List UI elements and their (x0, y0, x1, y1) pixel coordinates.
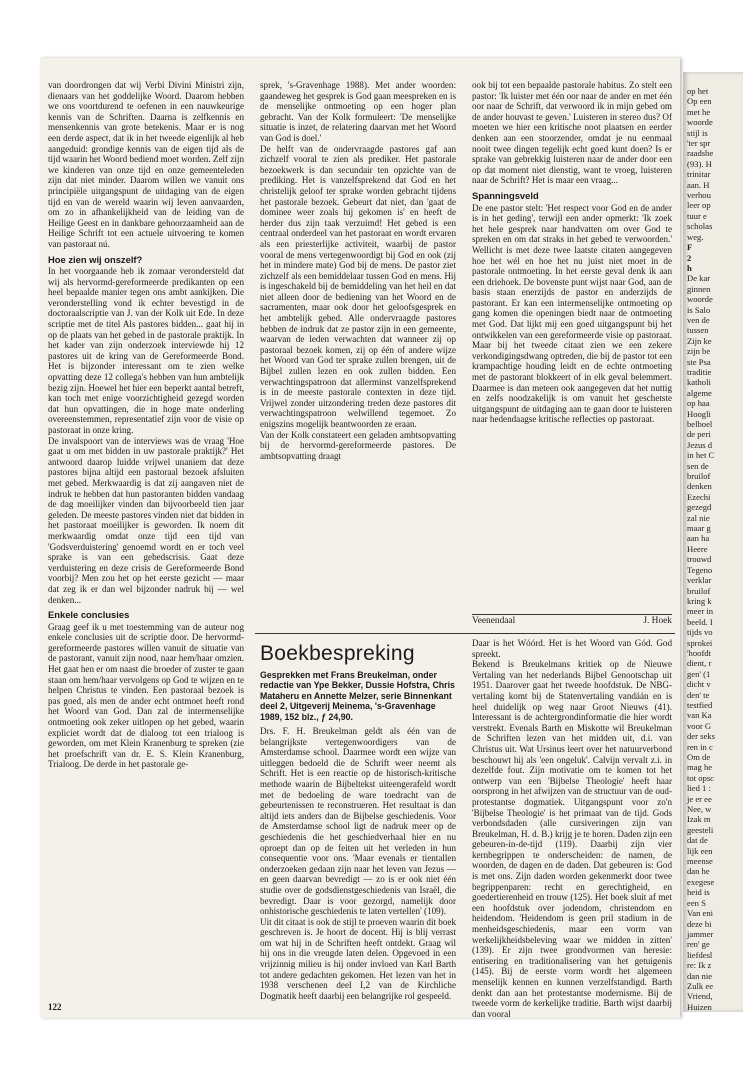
fragment-line: F (687, 242, 693, 253)
fragment-line: tussen (687, 325, 709, 336)
fragment-line: Ezechi (687, 491, 711, 502)
fragment-line: Huizen (687, 1001, 712, 1012)
magazine-page (40, 58, 680, 1018)
fragment-line: aan. H (687, 179, 710, 190)
review-heading: Boekbespreking (260, 642, 415, 665)
fragment-line: voor G (687, 720, 712, 731)
fragment-line: algeme (687, 387, 712, 398)
fragment-line: (93). H (687, 158, 712, 169)
fragment-line: Heere (687, 543, 708, 554)
fragment-line: dat de (687, 835, 708, 846)
fragment-line: traditie (687, 366, 712, 377)
fragment-line: ginnen (687, 283, 711, 294)
fragment-line: Om de (687, 752, 711, 762)
fragment-line: 'ter spr (687, 138, 711, 149)
article-signature (472, 614, 672, 626)
fragment-line: Zulk ee (687, 980, 714, 991)
fragment-line: bruilof (687, 471, 711, 482)
next-page-text (687, 86, 739, 1012)
review-column-left (260, 726, 456, 1000)
fragment-line: tuur e (687, 210, 707, 221)
fragment-line: stijl is (687, 127, 708, 138)
paragraph: van doordrongen dat wij Verbi Divini Ministri zijn, dienaars van het goddelijke Woord. Daarom hebben we ons voortdurend te oefenen in een nauwkeurige kennis van de Schriften. Daarna is zelfkennis en mensenkennis van grote betekenis. Maar er is nog een derde aspect, dat ik in het tweede eigenlijk al heb aangeduid: grondige kennis van de eigen tijd als de tijd waarin het Woord bediend moet worden. Zelf zijn we kinderen van onze tijd en onze gemeenteleden zijn dat niet minder. Daarom willen we vanuit ons principiële uitgangspunt de uitdaging van de eigen tijd en van de wereld waarin wij leven aanvaarden, om zo in afhankelijkheid van de leiding van de Heilige Geest en in dankbare gehoorzaamheid aan de Heilige Schrift tot een actuele uitvoering te komen van pastoraat nú. (48, 80, 244, 249)
fragment-line: geesteli (687, 824, 714, 835)
fragment-line: jammer (687, 928, 714, 939)
fragment-line: mag he (687, 762, 713, 773)
fragment-line: dan he (687, 866, 710, 877)
fragment-line: 2 (687, 252, 692, 263)
paragraph: Bekend is Breukelmans kritiek op de Nieuwe Vertaling van het nederlands Bijbel Genootschap uit 1951. Daarover gaat het tweede hoofdstuk. De NBG-vertaling komt bij de Statenvertaling vandáán en is heel duidelijk op weg naar Groot Nieuws (41). Interessant is de achtergrondinformatie die hier wordt verstrekt. Evenals Barth en Miskotte wil Breukelman de Schriften lezen van het midden uit, d.i. van Christus uit. Wat Ursinus leert over het natuurverbond beschouwt hij als 'een ongeluk'. Calvijn vervalt z.i. in dezelfde fout. Zijn motivatie om te komen tot het ontwerp van een 'Bijbelse Theologie' heeft haar oorsprong in het afwijzen van de structuur van de oud-protestantse dogmatiek. Uitgangspunt voor zo'n 'Bijbelse Theologie' is het primaat van de tijd. Gods verbondsdaden (alle cursiveringen zijn van Breukelman, H. d. B.) krijg je te horen. Daden zijn een gebeuren-in-de-tijd (119). Daarbij zijn vier kernbegrippen te onderscheiden: de namen, de woorden, de dagen en de daden. Dat gebeuren is: God is met ons. Zijn daden worden gekenmerkt door twee begrippenparen: recht en gerechtigheid, en goedertierenheid en trouw (125). Het boek sluit af met een hoofdstuk over jodendom, christendom en heidendom. 'Heidendom is geen pril stadium in de menheidsgeschiedenis, maar een vorm van werkelijkheidsbeleving waar we midden in zitten' (139). Er zijn twee grondvormen van heresie: entisering en traditionalisering van het getuigenis (145). Bij de eerste vorm wordt het algemeen menselijk kennen en kunnen verzelfstandigd. Barth denkt dan aan het protestantse modernisme. Bij de tweede vorm de kerkelijke traditie. Barth wijst daarbij dan vooral (472, 659, 672, 1019)
fragment-line: dan nie (687, 970, 713, 981)
fragment-line: Van eni (687, 908, 714, 919)
fragment-line: meer in (687, 606, 714, 617)
fragment-line: trinitar (687, 169, 711, 180)
fragment-line: Vriend, (687, 991, 713, 1002)
fragment-line: Nee, w (687, 804, 712, 815)
fragment-line: re: Ik z (687, 960, 712, 971)
fragment-line: weg. (687, 231, 704, 242)
fragment-line: de peri (687, 429, 711, 440)
next-page-edge (683, 72, 743, 1012)
paragraph: Drs. F. H. Breukelman geldt als één van de belangrijkste vertegenwoordigers van de Amsterdamse school. Daarmee wordt een wijze van uitleggen bedoeld die de Schrift weer neemt als Schrift. Het is een reactie op de historisch-kritische methode waarin de Bijbeltekst uiteengerafeld wordt met de bedoeling de ware toedracht van de gebeurtenissen te reconstrueren. Het resultaat is dan altijd iets anders dan de Bijbelse geschiedenis. Voor de Amsterdamse school ligt de nadruk meer op de geschiedenis die het geschiedverhaal hier en nu oproept dan op de feiten uit het verleden in hun consequentie voor ons. 'Maar evenals er tientallen onderzoeken gedaan zijn naar het leven van Jezus — en geen daarvan bevredigt — zo is er ook niet één studie over de godsdienstgeschiedenis van Israël, die bevredigt. Daar is voor gezorgd, namelijk door onhistorische geschiedenis te laten vertellen' (109). (260, 726, 456, 917)
paragraph: De helft van de ondervraagde pastores gaf aan zichzelf vooral te zien als prediker. Het pastorale bezoekwerk is dan secundair ten opzichte van de prediking. Het is vanzelfsprekend dat God en het christelijk geloof ter sprake worden gebracht tijdens het pastorale bezoek. Gebeurt dat niet, dan 'gaat de dominee weer zoals hij gekomen is' en heeft de herder dus zijn taak verzuimd! Het gebed is een centraal onderdeel van het pastoraat en wordt ervaren als een priesterlijke activiteit, waarbij de pastor vooral de mens vertegenwoordigt bij God en ook (zij het in mindere mate) God bij de mens. De pastor ziet zichzelf als een bemiddelaar tussen God en mens. Hij is ingeschakeld bij de bemiddeling van het heil en dat niet alleen door de bediening van het Woord en de sacramenten, maar ook door het geloofsgesprek en het ambtelijk gebed. Alle ondervraagde pastores hebben de indruk dat ze pastor zijn in een gemeente, waarvan de leden verwachten dat wanneer zij op pastoraal bezoek komen, zij op één of andere wijze het Woord van God ter sprake zullen brengen, uit de Bijbel zullen lezen en ook zullen bidden. Een verwachtingspatroon dat allerminst vanzelfsprekend is in de meeste pastorale contexten in deze tijd. Vrijwel zonder uitzondering treden deze pastores dit verwachtingspatroon welwillend tegemoet. Zo enigszins mogelijk beantwoorden ze eraan. (260, 143, 456, 429)
fragment-line: lied 1 : (687, 783, 711, 794)
paragraph: Daar is het Wóórd. Het is het Woord van Gód. God spreekt. (472, 638, 672, 659)
article-column-2 (260, 80, 456, 620)
fragment-line: deze bi (687, 918, 712, 929)
fragment-line: verklar (687, 575, 712, 586)
fragment-line: katholi (687, 377, 711, 388)
section-divider (255, 633, 675, 634)
fragment-line: Jezus d (687, 439, 713, 450)
fragment-line: in het C (687, 450, 715, 461)
fragment-line: dicht v (687, 679, 711, 690)
fragment-line: woorde (687, 294, 713, 305)
fragment-line: Zijn ke (687, 335, 712, 346)
fragment-line: aan ha (687, 533, 710, 544)
paragraph: De invalspoort van de interviews was de vraag 'Hoe gaat u om met bidden in uw pastorale praktijk?' Het antwoord daarop luidde vrijwel unaniem dat deze pastores bijna altijd een pastoraal bezoek afsluiten met gebed. Merkwaardig is dat zij aangaven niet de indruk te hebben dat hun pastoranten bidden vandaag de dag moeilijker vinden dan bijvoorbeeld tien jaar geleden. De meeste pastores vinden niet dat bidden in het pastoraat moeilijker is geworden. Ik noem dit merkwaardig omdat onze tijd een tijd van 'Godsverduistering' genoemd wordt en er toch veel sprake is van een gebedscrisis. Gaat deze verduistering en deze crisis de Gereformeerde Bond voorbij? Men zou het op het eerste gezicht — maar dat zeg ik er dan wel bijzonder nadruk bij — wel denken... (48, 435, 244, 605)
fragment-line: sen de (687, 460, 709, 471)
fragment-line: kring k (687, 595, 712, 606)
fragment-line: ren' ge (687, 939, 710, 950)
page-number: 122 (48, 1002, 62, 1012)
fragment-line: 'hoofdt (687, 647, 711, 658)
fragment-line: maar g (687, 523, 711, 534)
section-heading: Enkele conclusies (48, 609, 130, 621)
fragment-line: tijds vo (687, 627, 713, 638)
fragment-line: tot opsc (687, 772, 714, 783)
fragment-line: denken (687, 481, 712, 492)
fragment-line: sprokei (687, 637, 713, 648)
fragment-line: met he (687, 106, 711, 117)
fragment-line: is Salo (687, 304, 711, 315)
fragment-line: heid is (687, 887, 710, 898)
fragment-line: dient, r (687, 658, 712, 669)
fragment-line: Izak m (687, 814, 711, 825)
fragment-line: der seks (687, 731, 715, 742)
review-column-right (472, 638, 672, 1019)
fragment-line: op haa (687, 398, 710, 409)
fragment-line: woorde (687, 117, 713, 128)
fragment-line: zijn be (687, 346, 711, 357)
fragment-line: verhou (687, 190, 711, 201)
fragment-line: scholas (687, 221, 713, 232)
section-heading: Hoe zien wij onszelf? (48, 253, 143, 265)
paragraph: Uit dit citaat is ook de stijl te proeven waarin dit boek geschreven is. Je hoort de docent. Hij is blij verrast om wat hij in de Schriften heeft ontdekt. Graag wil hij ons in die vreugde laten delen. Opgevoed in een vrijzinnig milieu is hij onder invloed van Karl Barth tot andere gedachten gekomen. Het lezen van het in 1938 verschenen deel I,2 van de Kirchliche Dogmatik heeft daarbij een belangrijke rol gespeeld. (260, 916, 456, 1001)
fragment-line: je er ee (687, 793, 712, 804)
paragraph: Graag geef ik u met toestemming van de auteur nog enkele conclusies uit de scriptie door. De hervormd-gereformeerde pastores willen vanuit de situatie van de pastorant, vanuit zijn nood, naar hem/haar omzien. Het gaat hen er om naast die broeder of zuster te gaan staan om hem/haar vervolgens op God te wijzen en te helpen Christus te vinden. Een pastoraal bezoek is pas goed, als men de ander echt ontmoet heeft rond het Woord van God. Dan zal de intermenselijke ontmoeting ook zeker uitlopen op het gebed, waarin expliciet wordt dat de dialoog tot een trialoog is geworden, om met Klein Kranenburg te spreken (zie het proefschrift van dr. E. S. Klein Kranenburg, Trialoog. De derde in het pastorale ge- (48, 621, 244, 770)
fragment-line: den' te (687, 689, 710, 700)
fragment-line: h (687, 262, 692, 273)
paragraph: De ene pastor stelt: 'Het respect voor God en de ander is in het geding', terwijl een ander opmerkt: 'Ik zoek het hele gesprek naar handvatten om over God te spreken en om dat straks in het gebed te verwoorden.' Wellicht is met deze twee laatste citaten aangegeven hoe het wél en hoe het nu juist niet moet in de pastorale ontmoeting. In het eerste geval denk ik aan een driehoek. De bovenste punt wijst naar God, aan de basis staan enerzijds de pastor en anderzijds de pastorant. Er kan een intermenselijke ontmoeting op gang komen die openingen biedt naar de ontmoeting met God. Dat lijkt mij een goed uitgangspunt bij het ontwikkelen van een gereformeerde visie op pastoraat. Maar bij het tweede citaat zien we een zekere verkondigingsdwang optreden, die bij de pastor tot een krampachtige houding leidt en de echte ontmoeting met de pastorant blokkeert of in elk geval belemmert. Daarmee is dan meteen ook aangegeven dat het nuttig en zelfs noodzakelijk is om vanuit het geschetste uitgangspunt de uitdaging aan te gaan door te luisteren naar hedendaagse kritische reflecties op pastoraat. (472, 202, 673, 425)
fragment-line: bruilof (687, 585, 711, 596)
fragment-line: trouwd (687, 554, 712, 565)
fragment-line: op het (687, 86, 709, 96)
signature-author: J. Hoek (643, 616, 672, 626)
paragraph: ook bij tot een bepaalde pastorale habitus. Zo stelt een pastor: 'Ik luister met één oor naar de ander en met één oor naar de Schrift, dat verwoord ik in mijn gebed om de ander houvast te geven.' Luisteren in stereo dus? Of moeten we hier een kritische noot plaatsen en eerder denken aan een stoorzender, omdat je nu eenmaal nooit twee dingen tegelijk echt goed kunt doen? Is er sprake van gebrekkig luisteren naar de ander door een op dat moment niet dienstig, want te vroeg, luisteren naar de Schrift? Het is maar een vraag... (472, 80, 672, 186)
review-book-info: Gesprekken met Frans Breukelman, onder redactie van Ype Bekker, Dussie Hofstra, Chris Mataheru en Annette Melzer, serie Binnenkant deel 2, Uitgeverij Meinema, 's-Gravenhage 1989, 152 blz., ƒ 24,90. (260, 670, 455, 722)
fragment-line: Tegeno (687, 564, 713, 575)
fragment-line: ren in c (687, 741, 713, 752)
fragment-line: Hoogli (687, 408, 711, 419)
paragraph: In het voorgaande heb ik zomaar verondersteld dat wij als hervormd-gereformeerde predikanten op een heel bepaalde manier tegen ons ambt aankijken. Die veronderstelling vond ik echter bevestigd in de doctoraalscriptie van J. van der Kolk uit Ede. In deze scriptie met de titel Als pastores bidden... gaat hij in op de plaats van het gebed in de pastorale praktijk. In het kader van zijn onderzoek interviewde hij 12 pastores uit de kring van de Gereformeerde Bond. Het is bijzonder interessant om te zien welke opvatting deze 12 collega's hebben van hun ambtelijk bezig zijn. Hoewel het hier een beperkt aantal betreft, kan toch met enige voorzichtigheid gezegd worden dat hun opvattingen, die in hoge mate onderling overeenstemmen, representatief zijn voor de visie op pastoraat in onze kring. (48, 266, 244, 435)
paragraph: Van der Kolk constateert een geladen ambtsopvatting bij de hervormd-gereformeerde pastores. De ambtsopvatting draagt (260, 429, 456, 461)
fragment-line: ven de (687, 314, 710, 325)
article-column-3 (472, 80, 672, 620)
fragment-line: raadsbe (687, 148, 714, 159)
fragment-line: testfied (687, 699, 713, 710)
fragment-line: Op een (687, 96, 712, 107)
fragment-line: meense (687, 856, 713, 867)
fragment-line: liefdesl (687, 949, 713, 960)
article-column-1 (48, 80, 244, 1000)
fragment-line: leer op (687, 200, 711, 211)
fragment-line: De kar (687, 273, 711, 284)
fragment-line: van Ka (687, 710, 712, 721)
section-heading: Spanningsveld (472, 189, 539, 201)
fragment-line: ste Psa (687, 356, 711, 367)
fragment-line: zal nie (687, 512, 710, 523)
paragraph: sprek, 's-Gravenhage 1988). Met ander woorden: gaandeweg het gesprek is God gaan meespreken en is de menselijke ontmoeting op een hoger plan gebracht. Van der Kolk formuleert: 'De menselijke situatie is inzet, de relatering daarvan met het Woord van God is doel.' (260, 80, 456, 143)
fragment-line: gen' (1 (687, 668, 711, 679)
signature-place: Veenendaal (472, 616, 516, 626)
fragment-line: lijk een (687, 845, 713, 856)
fragment-line: belboel (687, 419, 713, 429)
fragment-line: gezegd (687, 502, 712, 513)
fragment-line: exegese (687, 876, 715, 887)
fragment-line: een S (687, 897, 706, 908)
fragment-line: beeld. I (687, 616, 713, 627)
